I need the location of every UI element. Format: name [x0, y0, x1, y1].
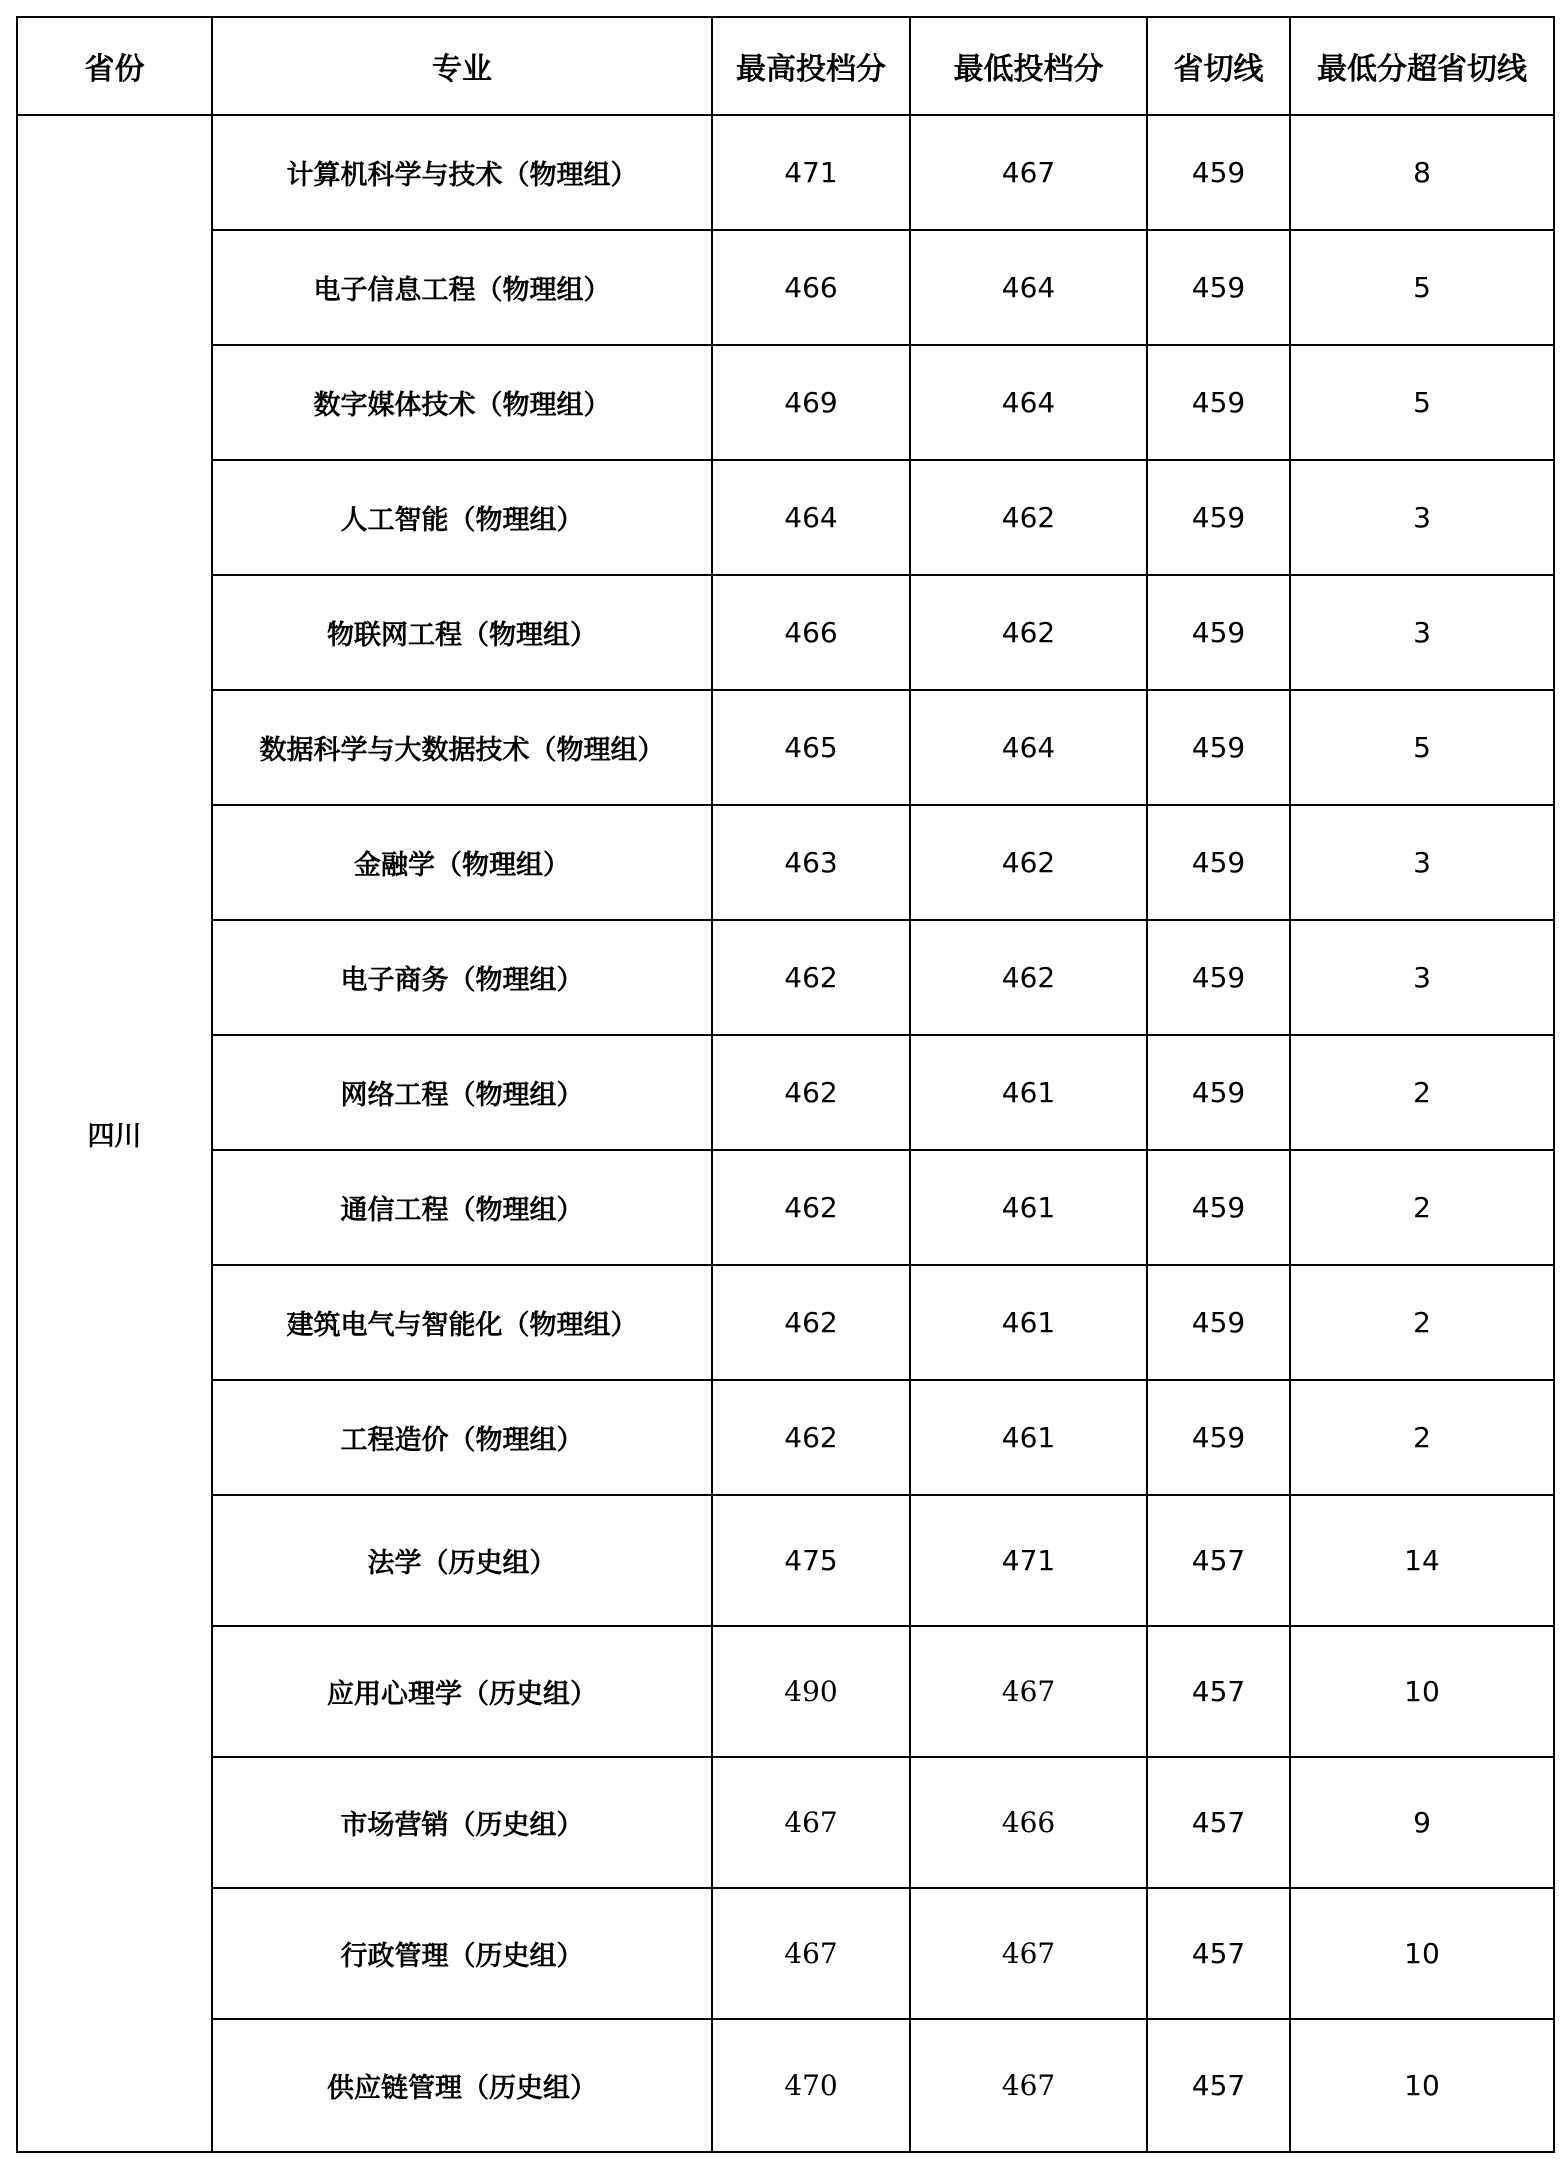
min-score-cell: 471 — [910, 1495, 1147, 1626]
cutoff-cell: 457 — [1147, 2019, 1290, 2152]
cutoff-cell: 459 — [1147, 1035, 1290, 1150]
cutoff-cell: 457 — [1147, 1495, 1290, 1626]
major-cell: 计算机科学与技术（物理组） — [212, 115, 712, 230]
over-cutoff-cell: 3 — [1290, 920, 1554, 1035]
max-score-cell: 475 — [712, 1495, 910, 1626]
over-cutoff-cell: 8 — [1290, 115, 1554, 230]
table-row — [17, 575, 1554, 690]
min-score-cell: 462 — [910, 805, 1147, 920]
over-cutoff-cell: 3 — [1290, 575, 1554, 690]
cutoff-cell: 459 — [1147, 1150, 1290, 1265]
table-row — [17, 460, 1554, 575]
over-cutoff-cell: 10 — [1290, 1626, 1554, 1757]
max-score-cell: 462 — [712, 1035, 910, 1150]
major-cell: 法学（历史组） — [212, 1495, 712, 1626]
table-body — [17, 115, 1554, 2152]
major-cell: 数据科学与大数据技术（物理组） — [212, 690, 712, 805]
min-score-cell: 461 — [910, 1035, 1147, 1150]
major-cell: 电子商务（物理组） — [212, 920, 712, 1035]
min-score-cell: 462 — [910, 460, 1147, 575]
major-cell: 物联网工程（物理组） — [212, 575, 712, 690]
over-cutoff-cell: 10 — [1290, 2019, 1554, 2152]
major-cell: 市场营销（历史组） — [212, 1757, 712, 1888]
over-cutoff-cell: 14 — [1290, 1495, 1554, 1626]
cutoff-cell: 459 — [1147, 805, 1290, 920]
over-cutoff-cell: 9 — [1290, 1757, 1554, 1888]
max-score-cell: 467 — [712, 1757, 910, 1888]
over-cutoff-cell: 2 — [1290, 1150, 1554, 1265]
min-score-cell: 464 — [910, 345, 1147, 460]
max-score-cell: 462 — [712, 1380, 910, 1495]
major-cell: 电子信息工程（物理组） — [212, 230, 712, 345]
over-cutoff-cell: 3 — [1290, 460, 1554, 575]
province-cell: 四川 — [17, 115, 212, 2152]
over-cutoff-cell: 5 — [1290, 690, 1554, 805]
max-score-cell: 490 — [712, 1626, 910, 1757]
major-cell: 工程造价（物理组） — [212, 1380, 712, 1495]
cutoff-cell: 457 — [1147, 1888, 1290, 2019]
header-province: 省份 — [17, 17, 212, 115]
min-score-cell: 461 — [910, 1380, 1147, 1495]
min-score-cell: 464 — [910, 230, 1147, 345]
max-score-cell: 464 — [712, 460, 910, 575]
table-row — [17, 1888, 1554, 2019]
max-score-cell: 469 — [712, 345, 910, 460]
header-min-score: 最低投档分 — [910, 17, 1147, 115]
max-score-cell: 462 — [712, 1265, 910, 1380]
table-row — [17, 1265, 1554, 1380]
major-cell: 数字媒体技术（物理组） — [212, 345, 712, 460]
over-cutoff-cell: 10 — [1290, 1888, 1554, 2019]
header-cutoff: 省切线 — [1147, 17, 1290, 115]
major-cell: 行政管理（历史组） — [212, 1888, 712, 2019]
max-score-cell: 462 — [712, 1150, 910, 1265]
over-cutoff-cell: 3 — [1290, 805, 1554, 920]
major-cell: 建筑电气与智能化（物理组） — [212, 1265, 712, 1380]
table-row — [17, 690, 1554, 805]
over-cutoff-cell: 2 — [1290, 1035, 1554, 1150]
major-cell: 金融学（物理组） — [212, 805, 712, 920]
over-cutoff-cell: 2 — [1290, 1265, 1554, 1380]
header-min-over-cutoff: 最低分超省切线 — [1290, 17, 1554, 115]
cutoff-cell: 459 — [1147, 690, 1290, 805]
header-major: 专业 — [212, 17, 712, 115]
cutoff-cell: 459 — [1147, 575, 1290, 690]
min-score-cell: 466 — [910, 1757, 1147, 1888]
major-cell: 应用心理学（历史组） — [212, 1626, 712, 1757]
min-score-cell: 464 — [910, 690, 1147, 805]
max-score-cell: 466 — [712, 575, 910, 690]
min-score-cell: 461 — [910, 1265, 1147, 1380]
major-cell: 人工智能（物理组） — [212, 460, 712, 575]
min-score-cell: 467 — [910, 2019, 1147, 2152]
table-row — [17, 230, 1554, 345]
max-score-cell: 471 — [712, 115, 910, 230]
min-score-cell: 467 — [910, 1626, 1147, 1757]
max-score-cell: 462 — [712, 920, 910, 1035]
cutoff-cell: 459 — [1147, 230, 1290, 345]
table-row — [17, 1380, 1554, 1495]
major-cell: 通信工程（物理组） — [212, 1150, 712, 1265]
cutoff-cell: 459 — [1147, 345, 1290, 460]
table-row — [17, 805, 1554, 920]
max-score-cell: 467 — [712, 1888, 910, 2019]
cutoff-cell: 457 — [1147, 1757, 1290, 1888]
table-row — [17, 920, 1554, 1035]
min-score-cell: 467 — [910, 1888, 1147, 2019]
max-score-cell: 463 — [712, 805, 910, 920]
max-score-cell: 470 — [712, 2019, 910, 2152]
cutoff-cell: 459 — [1147, 1265, 1290, 1380]
over-cutoff-cell: 5 — [1290, 345, 1554, 460]
min-score-cell: 462 — [910, 575, 1147, 690]
table-row — [17, 1626, 1554, 1757]
table-row — [17, 1495, 1554, 1626]
max-score-cell: 465 — [712, 690, 910, 805]
min-score-cell: 467 — [910, 115, 1147, 230]
cutoff-cell: 457 — [1147, 1626, 1290, 1757]
cutoff-cell: 459 — [1147, 460, 1290, 575]
min-score-cell: 462 — [910, 920, 1147, 1035]
major-cell: 网络工程（物理组） — [212, 1035, 712, 1150]
table-row — [17, 345, 1554, 460]
table-header-row — [17, 17, 1554, 115]
major-cell: 供应链管理（历史组） — [212, 2019, 712, 2152]
table-row — [17, 115, 1554, 230]
min-score-cell: 461 — [910, 1150, 1147, 1265]
table-row — [17, 1150, 1554, 1265]
table-row — [17, 1035, 1554, 1150]
over-cutoff-cell: 2 — [1290, 1380, 1554, 1495]
cutoff-cell: 459 — [1147, 1380, 1290, 1495]
admission-score-table — [16, 16, 1555, 2153]
over-cutoff-cell: 5 — [1290, 230, 1554, 345]
table-row — [17, 2019, 1554, 2152]
header-max-score: 最高投档分 — [712, 17, 910, 115]
cutoff-cell: 459 — [1147, 115, 1290, 230]
cutoff-cell: 459 — [1147, 920, 1290, 1035]
table-row — [17, 1757, 1554, 1888]
max-score-cell: 466 — [712, 230, 910, 345]
